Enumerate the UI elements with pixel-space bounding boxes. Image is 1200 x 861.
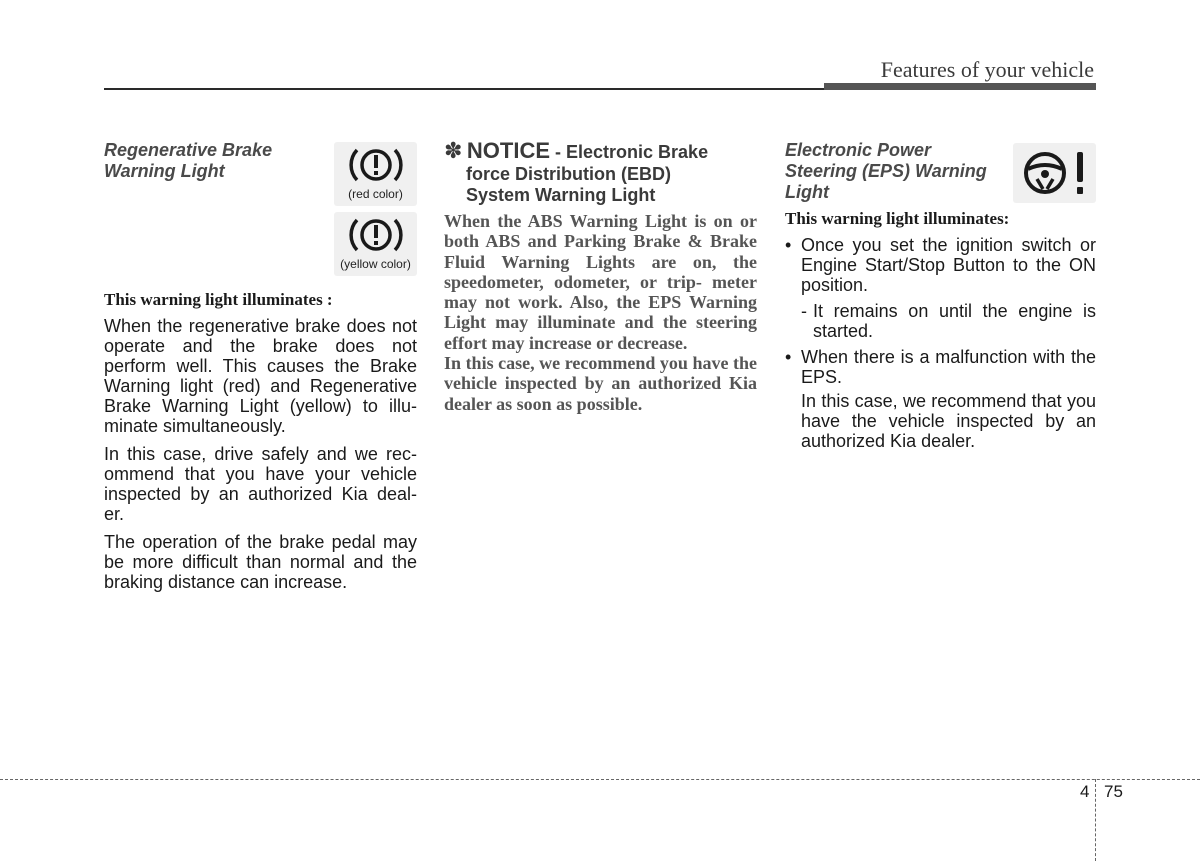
paragraph: The operation of the brake pedal may be more difficult than normal and the braking distance can increase.	[104, 532, 417, 592]
section-title-regenerative-brake: Regenerative Brake Warning Light	[104, 140, 273, 181]
header-rule	[104, 88, 824, 90]
brake-warning-icon-red-box	[334, 142, 417, 206]
footer-vertical-divider	[1095, 779, 1096, 861]
notice-body: When the ABS Warning Light is on or both ABS and Parking Brake & Brake Fluid Warning Lights are on, the speedometer, odometer, or trip- meter may not work. Also, the EPS Warning Light may illuminate and the steering effort may increase or decrease.	[444, 211, 757, 353]
brake-warning-icon	[346, 212, 406, 258]
paragraph: When the regenerative brake does not operate and the brake does not perform well. This causes the Brake Warning light (red) and Regenerative Brake Warning Light (yellow) to illu- minate simultaneously.	[104, 316, 417, 436]
list-item: • Once you set the ignition switch or Engine Start/Stop Button to the ON position.	[785, 235, 1096, 295]
brake-warning-icon-yellow-box	[334, 212, 417, 276]
chapter-number: 4	[1080, 782, 1090, 801]
left-column	[104, 138, 417, 600]
regenerative-brake-header	[104, 140, 417, 290]
eps-icon-box	[1013, 143, 1096, 203]
paragraph: In this case, drive safely and we rec- ommend that you have your vehicle inspected by an authorized Kia deal- er.	[104, 444, 417, 524]
steering-wheel-warning-icon	[1013, 143, 1096, 203]
brake-warning-icon	[346, 142, 406, 188]
bullet-list	[785, 235, 1096, 295]
notice-title: - Electronic Brake	[550, 142, 709, 162]
eps-column	[785, 138, 1096, 451]
notice-column	[444, 138, 757, 414]
icon-caption-yellow: (yellow color)	[340, 257, 411, 271]
paragraph: In this case, we recommend that you have the vehicle inspected by an authorized Kia dealer.	[801, 391, 1096, 451]
notice-body: In this case, we recommend you have the vehicle inspected by an authorized Kia dealer as soon as possible.	[444, 353, 757, 414]
list-subitem: - It remains on until the engine is started.	[801, 301, 1096, 341]
footer-divider	[0, 779, 1200, 780]
icon-caption-red: (red color)	[348, 187, 403, 201]
header-rule-accent	[824, 83, 1096, 90]
lead-text: This warning light illuminates :	[104, 290, 333, 309]
eps-header	[785, 140, 1096, 205]
header-title: Features of your vehicle	[880, 57, 1094, 82]
notice-star-icon: ✽	[444, 138, 463, 163]
notice-heading	[444, 138, 757, 164]
list-item: • When there is a malfunction with the EPS.	[785, 347, 1096, 387]
section-title-eps: Electronic Power Steering (EPS) Warning Light	[785, 140, 987, 202]
bullet-list	[785, 347, 1096, 387]
notice-label: NOTICE	[466, 138, 551, 163]
page-number: 75	[1104, 782, 1123, 801]
notice-subtitle: force Distribution (EBD) System Warning Light	[466, 164, 671, 205]
lead-text: This warning light illuminates:	[785, 209, 1010, 228]
